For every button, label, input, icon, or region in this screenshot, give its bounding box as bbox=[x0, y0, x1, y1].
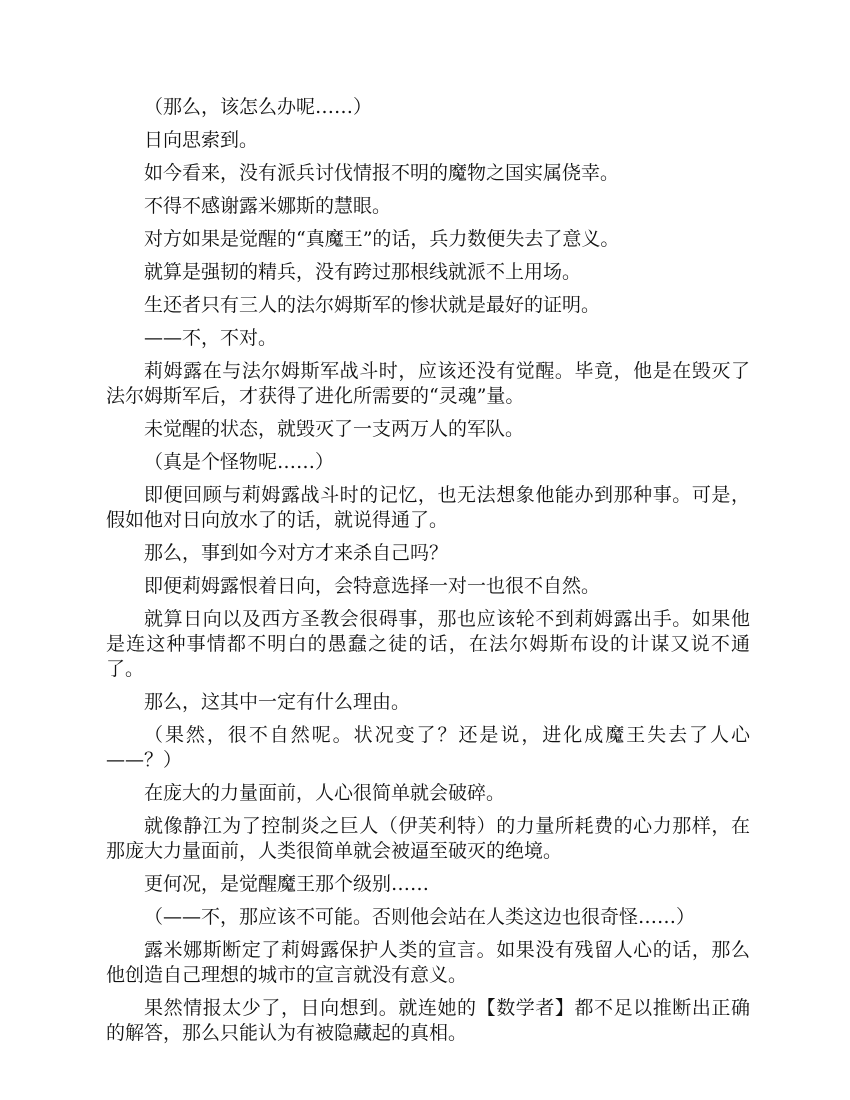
paragraph: ——不，不对。 bbox=[144, 327, 278, 349]
paragraph: （那么，该怎么办呢……） bbox=[144, 96, 373, 118]
paragraph: 就算是强韧的精兵，没有跨过那根线就派不上用场。 bbox=[144, 261, 582, 283]
paragraph: 那么，这其中一定有什么理由。 bbox=[144, 691, 411, 713]
paragraph: 露米娜斯断定了莉姆露保护人类的宣言。如果没有残留人心的话，那么他创造自己理想的城市的宣言就没有意义。 bbox=[106, 939, 750, 986]
paragraph: 生还者只有三人的法尔姆斯军的惨状就是最好的证明。 bbox=[144, 294, 601, 316]
paragraph: 日向思索到。 bbox=[144, 129, 259, 151]
paragraph: 未觉醒的状态，就毁灭了一支两万人的军队。 bbox=[144, 418, 525, 440]
paragraph: 即便莉姆露恨着日向，会特意选择一对一也很不自然。 bbox=[144, 575, 601, 597]
paragraph: 对方如果是觉醒的“真魔王”的话，兵力数便失去了意义。 bbox=[144, 228, 620, 250]
paragraph: 即便回顾与莉姆露战斗时的记忆，也无法想象他能办到那种事。可是，假如他对日向放水了的话，就说得通了。 bbox=[106, 484, 750, 531]
paragraph: 如今看来，没有派兵讨伐情报不明的魔物之国实属侥幸。 bbox=[144, 162, 620, 184]
paragraph: （真是个怪物呢……） bbox=[144, 451, 335, 473]
paragraph: 在庞大的力量面前，人心很简单就会破碎。 bbox=[144, 782, 506, 804]
paragraph: 那么，事到如今对方才来杀自己吗？ bbox=[144, 542, 449, 564]
paragraph: 果然情报太少了，日向想到。就连她的【数学者】都不足以推断出正确的解答，那么只能认为有被隐藏起的真相。 bbox=[106, 997, 750, 1044]
paragraph: 莉姆露在与法尔姆斯军战斗时，应该还没有觉醒。毕竟，他是在毁灭了法尔姆斯军后，才获得了进化所需要的“灵魂”量。 bbox=[106, 360, 750, 407]
paragraph: （——不，那应该不可能。否则他会站在人类这边也很奇怪……） bbox=[144, 906, 696, 928]
body-text bbox=[106, 95, 750, 1054]
paragraph: 不得不感谢露米娜斯的慧眼。 bbox=[144, 195, 392, 217]
paragraph: 就像静江为了控制炎之巨人（伊芙利特）的力量所耗费的心力那样，在那庞大力量面前，人类很简单就会被逼至破灭的绝境。 bbox=[106, 815, 750, 862]
paragraph: （果然，很不自然呢。状况变了？还是说，进化成魔王失去了人心——？） bbox=[106, 724, 750, 771]
paragraph: 就算日向以及西方圣教会很碍事，那也应该轮不到莉姆露出手。如果他是连这种事情都不明白的愚蠢之徒的话，在法尔姆斯布设的计谋又说不通了。 bbox=[106, 608, 750, 680]
paragraph: 更何况，是觉醒魔王那个级别…… bbox=[144, 873, 430, 895]
